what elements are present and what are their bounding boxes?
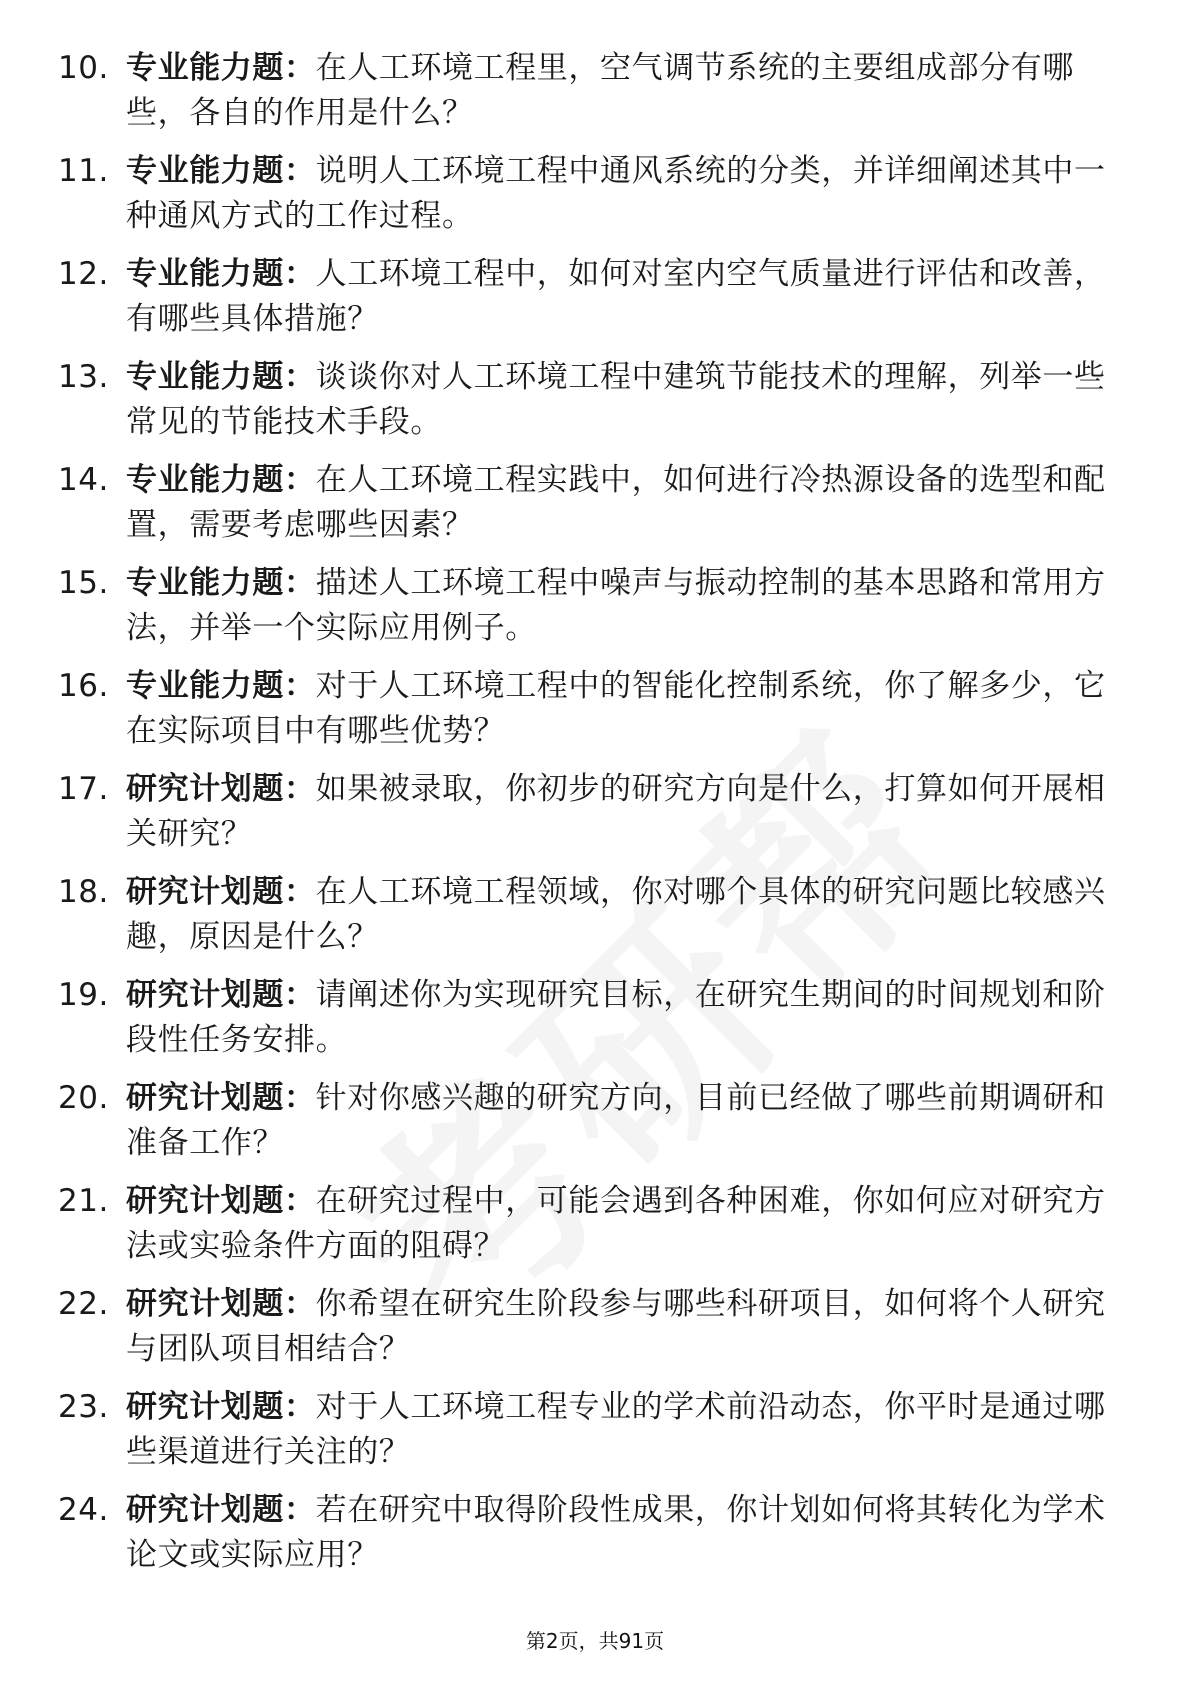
question-body bbox=[126, 355, 1118, 445]
question-number: 16. bbox=[58, 668, 109, 704]
question-body bbox=[126, 870, 1118, 960]
question-number: 18. bbox=[58, 874, 109, 910]
question-text: 描述人工环境工程中噪声与振动控制的基本思路和常用方法，并举一个实际应用例子。 bbox=[126, 565, 1106, 646]
question-number: 24. bbox=[58, 1492, 109, 1528]
question-item bbox=[58, 561, 1118, 664]
question-number: 10. bbox=[58, 50, 109, 86]
question-number: 19. bbox=[58, 977, 109, 1013]
question-category: 研究计划题： bbox=[126, 1492, 316, 1528]
question-text: 对于人工环境工程专业的学术前沿动态，你平时是通过哪些渠道进行关注的？ bbox=[126, 1389, 1106, 1470]
question-text: 人工环境工程中，如何对室内空气质量进行评估和改善，有哪些具体措施？ bbox=[126, 256, 1106, 337]
question-body bbox=[126, 149, 1118, 239]
question-number: 14. bbox=[58, 462, 109, 498]
question-number: 12. bbox=[58, 256, 109, 292]
question-body bbox=[126, 1488, 1118, 1578]
question-category: 研究计划题： bbox=[126, 771, 316, 807]
question-category: 专业能力题： bbox=[126, 256, 316, 292]
question-text: 若在研究中取得阶段性成果，你计划如何将其转化为学术论文或实际应用？ bbox=[126, 1492, 1106, 1573]
question-category: 研究计划题： bbox=[126, 1183, 316, 1219]
question-number: 11. bbox=[58, 153, 109, 189]
question-text: 对于人工环境工程中的智能化控制系统，你了解多少，它在实际项目中有哪些优势？ bbox=[126, 668, 1106, 749]
question-category: 研究计划题： bbox=[126, 977, 316, 1013]
question-item bbox=[58, 252, 1118, 355]
question-category: 专业能力题： bbox=[126, 359, 316, 395]
question-category: 专业能力题： bbox=[126, 50, 316, 86]
question-list bbox=[58, 46, 1118, 1591]
question-item bbox=[58, 1076, 1118, 1179]
question-category: 专业能力题： bbox=[126, 668, 316, 704]
question-category: 专业能力题： bbox=[126, 565, 316, 601]
question-number: 20. bbox=[58, 1080, 109, 1116]
question-text: 针对你感兴趣的研究方向，目前已经做了哪些前期调研和准备工作？ bbox=[126, 1080, 1106, 1161]
question-text: 在人工环境工程领域，你对哪个具体的研究问题比较感兴趣，原因是什么？ bbox=[126, 874, 1106, 955]
question-category: 研究计划题： bbox=[126, 874, 316, 910]
question-text: 在人工环境工程实践中，如何进行冷热源设备的选型和配置，需要考虑哪些因素？ bbox=[126, 462, 1106, 543]
question-number: 15. bbox=[58, 565, 109, 601]
question-item bbox=[58, 973, 1118, 1076]
question-text: 你希望在研究生阶段参与哪些科研项目，如何将个人研究与团队项目相结合？ bbox=[126, 1286, 1106, 1367]
question-number: 22. bbox=[58, 1286, 109, 1322]
question-item bbox=[58, 46, 1118, 149]
question-text: 说明人工环境工程中通风系统的分类，并详细阐述其中一种通风方式的工作过程。 bbox=[126, 153, 1106, 234]
question-number: 13. bbox=[58, 359, 109, 395]
question-number: 21. bbox=[58, 1183, 109, 1219]
question-body bbox=[126, 664, 1118, 754]
question-category: 研究计划题： bbox=[126, 1286, 316, 1322]
question-body bbox=[126, 767, 1118, 857]
question-text: 在人工环境工程里，空气调节系统的主要组成部分有哪些，各自的作用是什么？ bbox=[126, 50, 1075, 131]
question-item bbox=[58, 1179, 1118, 1282]
question-text: 如果被录取，你初步的研究方向是什么，打算如何开展相关研究？ bbox=[126, 771, 1106, 852]
question-category: 专业能力题： bbox=[126, 153, 316, 189]
question-text: 请阐述你为实现研究目标，在研究生期间的时间规划和阶段性任务安排。 bbox=[126, 977, 1106, 1058]
question-body bbox=[126, 1179, 1118, 1269]
question-category: 专业能力题： bbox=[126, 462, 316, 498]
question-body bbox=[126, 458, 1118, 548]
question-item bbox=[58, 1488, 1118, 1591]
question-item bbox=[58, 458, 1118, 561]
question-body bbox=[126, 1076, 1118, 1166]
question-category: 研究计划题： bbox=[126, 1389, 316, 1425]
question-body bbox=[126, 1385, 1118, 1475]
question-item bbox=[58, 1282, 1118, 1385]
question-category: 研究计划题： bbox=[126, 1080, 316, 1116]
question-body bbox=[126, 561, 1118, 651]
question-item bbox=[58, 870, 1118, 973]
question-item bbox=[58, 664, 1118, 767]
question-body bbox=[126, 252, 1118, 342]
question-body bbox=[126, 1282, 1118, 1372]
question-text: 谈谈你对人工环境工程中建筑节能技术的理解，列举一些常见的节能技术手段。 bbox=[126, 359, 1106, 440]
question-item bbox=[58, 355, 1118, 458]
question-text: 在研究过程中，可能会遇到各种困难，你如何应对研究方法或实验条件方面的阻碍？ bbox=[126, 1183, 1106, 1264]
question-item bbox=[58, 767, 1118, 870]
question-item bbox=[58, 149, 1118, 252]
question-number: 23. bbox=[58, 1389, 109, 1425]
question-body bbox=[126, 46, 1118, 136]
question-number: 17. bbox=[58, 771, 109, 807]
question-body bbox=[126, 973, 1118, 1063]
question-item bbox=[58, 1385, 1118, 1488]
page-footer: 第2页，共91页 bbox=[525, 1629, 665, 1653]
